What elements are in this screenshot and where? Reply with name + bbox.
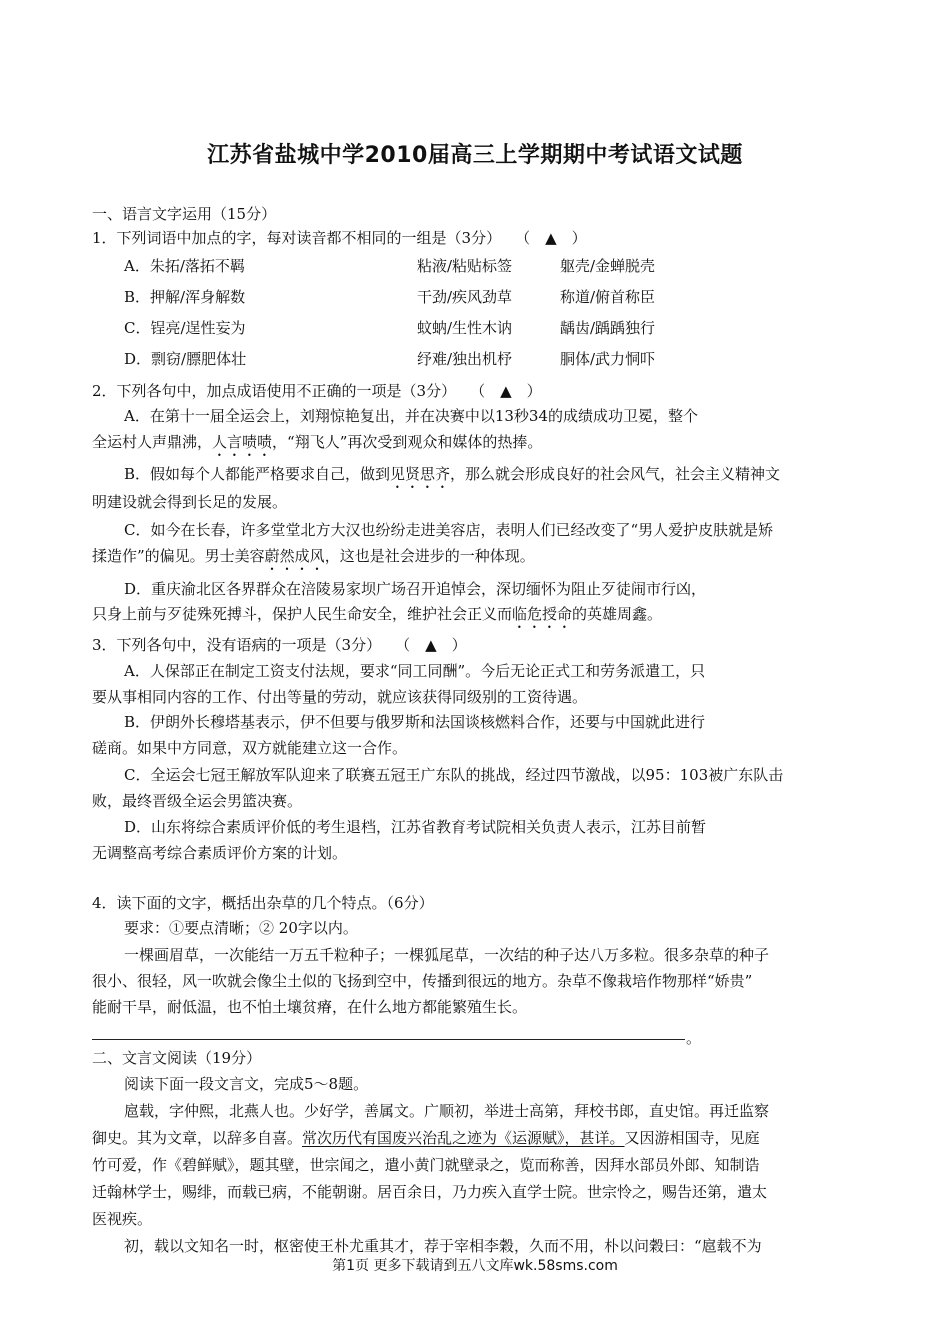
q4-requirement: 要求：①要点清晰；② 20字以内。 — [124, 919, 358, 937]
text-run: ，这也是社会进步的一种体现。 — [324, 547, 535, 565]
q4-passage-line2: 很小、很轻，风一吹就会像尘土似的飞扬到空中，传播到很远的地方。杂草不像栽培作物那样“娇贵” — [92, 972, 753, 990]
q3-option-c-line1: C．全运会七冠王解放军队迎来了联赛五冠王广东队的挑战，经过四节激战，以95：103被广东队击 — [124, 766, 784, 784]
answer-bracket: （ ▲ ） — [515, 229, 587, 247]
text-run: 揉造作”的偏见。男士美容 — [92, 547, 265, 565]
option-cell: 粘液/粘贴标签 — [417, 257, 513, 275]
question-4-stem: 4．读下面的文字，概括出杂草的几个特点。（6分） — [92, 894, 434, 912]
option-cell: B．押解/浑身解数 — [124, 288, 246, 306]
q3-option-c-line2: 败，最终晋级全运会男篮决赛。 — [92, 792, 303, 810]
q2-option-b-line1 — [124, 464, 780, 492]
page-footer: 第1页 更多下载请到五八文库wk.58sms.com — [332, 1258, 618, 1274]
q3-option-b-line2: 磋商。如果中方同意，双方就能建立这一合作。 — [92, 739, 408, 757]
option-cell: 躯壳/金蝉脱壳 — [560, 257, 656, 275]
answer-bracket: （ ▲ ） — [470, 382, 542, 400]
answer-bracket: （ ▲ ） — [395, 636, 467, 654]
text-run: 全运村人声鼎沸， — [92, 433, 213, 451]
classical-text-line3: 竹可爱，作《碧鲜赋》，题其壁，世宗闻之，遣小黄门就壁录之，览而称善，因拜水部员外郎、知制诰 — [92, 1156, 760, 1174]
option-row-c — [124, 318, 656, 338]
q3-option-d-line2: 无调整高考综合素质评价方案的计划。 — [92, 844, 348, 862]
option-row-d — [124, 349, 656, 369]
text-run: 的英雄周鑫。 — [572, 605, 663, 623]
q2-option-a-line2 — [92, 432, 542, 460]
q4-passage-line1: 一棵画眉草，一次能结一万五千粒种子；一棵狐尾草，一次结的种子达八万多粒。很多杂草的种子 — [124, 946, 770, 964]
question-2-stem — [92, 381, 556, 401]
text-run: 只身上前与歹徒殊死搏斗，保护人民生命安全，维护社会正义而 — [92, 605, 513, 623]
option-cell: 称道/俯首称臣 — [560, 288, 656, 306]
dotted-idiom: 蔚然成风 — [264, 547, 325, 565]
section-heading-1: 一、语言文字运用（15分） — [92, 205, 277, 223]
q2-option-d-line1: D．重庆渝北区各界群众在涪陵易家坝广场召开追悼会，深切缅怀为阻止歹徒闹市行凶， — [124, 580, 707, 598]
classical-text-line5: 医视疾。 — [92, 1210, 153, 1228]
q3-option-d-line1: D．山东将综合素质评价低的考生退档，江苏省教育考试院相关负责人表示，江苏目前暂 — [124, 818, 707, 836]
q2-option-c-line1: C．如今在长春，许多堂堂北方大汉也纷纷走进美容店，表明人们已经改变了“男人爱护皮肤就是矫 — [124, 521, 774, 539]
text-run: 又因游相国寺，见庭 — [624, 1129, 760, 1147]
option-cell: A．朱拓/落拓不羁 — [124, 257, 245, 275]
option-cell: 纾难/独出机杼 — [417, 350, 513, 368]
dotted-idiom: 人言啧啧 — [212, 433, 273, 451]
question-3-stem — [92, 635, 481, 655]
section-heading-2: 二、文言文阅读（19分） — [92, 1049, 262, 1067]
classical-text-line6: 初，载以文知名一时，枢密使王朴尤重其才，荐于宰相李穀，久而不用，朴以问穀曰：“扈载不为 — [124, 1237, 762, 1255]
option-cell: 干劲/疾风劲草 — [417, 288, 513, 306]
option-cell: 胴体/武力恫吓 — [560, 350, 656, 368]
classical-text-line2 — [92, 1128, 760, 1148]
reading-intro: 阅读下面一段文言文，完成5～8题。 — [124, 1075, 369, 1093]
q3-option-a-line2: 要从事相同内容的工作、付出等量的劳动，就应该获得同级别的工资待遇。 — [92, 688, 588, 706]
classical-text-line4: 迁翰林学士，赐绯，而载已病，不能朝谢。居百余日，乃力疾入直学士院。世宗怜之，赐告还第，遣太 — [92, 1183, 768, 1201]
q2-option-d-line2 — [92, 604, 662, 632]
dotted-idiom: 见贤思齐 — [390, 465, 451, 483]
option-cell: 蚊蚋/生性木讷 — [417, 319, 513, 337]
q3-option-b-line1: B．伊朗外长穆塔基表示，伊不但要与俄罗斯和法国谈核燃料合作，还要与中国就此进行 — [124, 713, 706, 731]
dotted-idiom: 临危授命 — [512, 605, 573, 623]
q2-option-a-line1: A．在第十一届全运会上，刘翔惊艳复出，并在决赛中以13秒34的成绩成功卫冕，整个 — [124, 407, 699, 425]
option-row-b — [124, 287, 656, 307]
question-1-text: 1．下列词语中加点的字，每对读音都不相同的一组是（3分） — [92, 229, 502, 247]
option-cell: C．锃亮/逞性妄为 — [124, 319, 246, 337]
q3-option-a-line1: A．人保部正在制定工资支付法规，要求“同工同酬”。今后无论正式工和劳务派遣工，只 — [124, 662, 706, 680]
classical-text-line1: 扈载，字仲熙，北燕人也。少好学，善属文。广顺初，举进士高第，拜校书郎，直史馆。再迁监察 — [124, 1102, 770, 1120]
answer-line-end: 。 — [686, 1029, 702, 1047]
option-cell: 龋齿/踽踽独行 — [560, 319, 656, 337]
q4-passage-line3: 能耐干旱，耐低温，也不怕土壤贫瘠，在什么地方都能繁殖生长。 — [92, 998, 528, 1016]
option-cell: D．剽窃/膘肥体壮 — [124, 350, 247, 368]
question-3-text: 3．下列各句中，没有语病的一项是（3分） — [92, 636, 382, 654]
answer-line[interactable] — [92, 1039, 685, 1040]
option-row-a — [124, 256, 656, 276]
q2-option-c-line2 — [92, 546, 535, 574]
text-run: ，那么就会形成良好的社会风气，社会主义精神文 — [450, 465, 781, 483]
page-title: 江苏省盐城中学2010届高三上学期期中考试语文试题 — [207, 143, 743, 168]
text-run: ，“翔飞人”再次受到观众和媒体的热捧。 — [272, 433, 543, 451]
question-2-text: 2．下列各句中，加点成语使用不正确的一项是（3分） — [92, 382, 457, 400]
question-1-stem — [92, 228, 601, 248]
underlined-sentence: 常次历代有国废兴治乱之迹为《运源赋》，甚详。 — [302, 1129, 625, 1147]
text-run: B．假如每个人都能严格要求自己，做到 — [124, 465, 391, 483]
text-run: 御史。其为文章，以辞多自喜。 — [92, 1129, 303, 1147]
q2-option-b-line2: 明建设就会得到长足的发展。 — [92, 493, 288, 511]
